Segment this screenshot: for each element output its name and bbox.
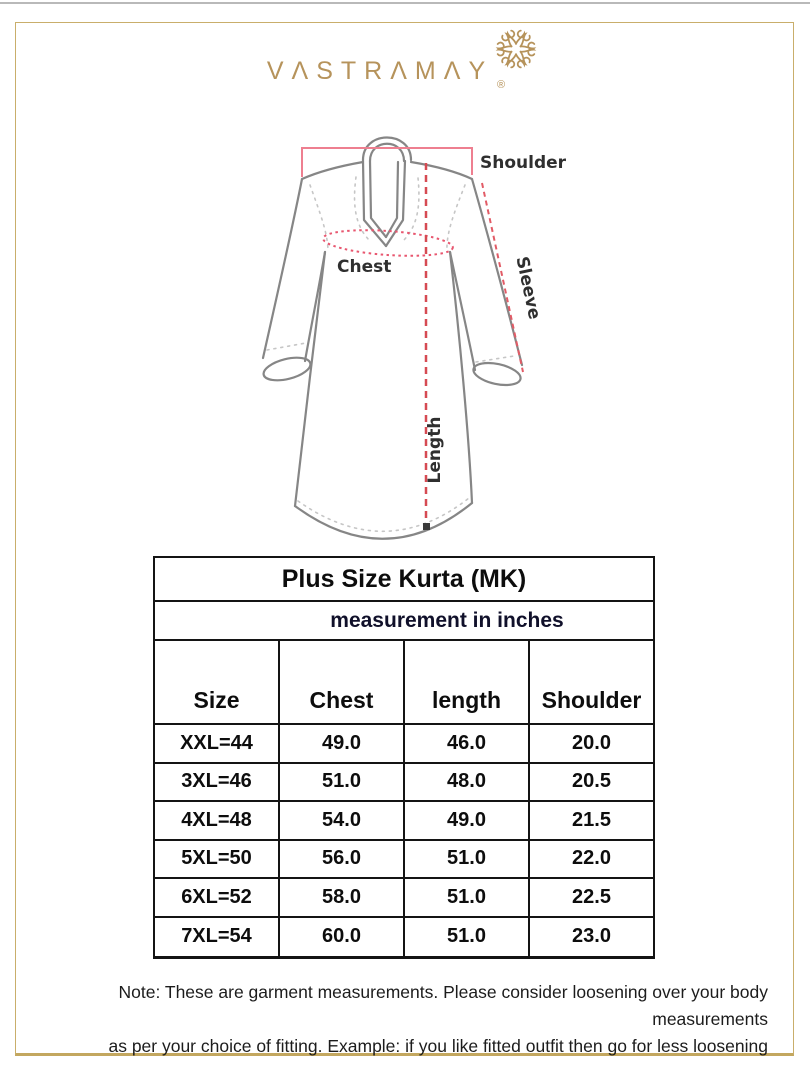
- kurta-measurement-diagram: [240, 115, 580, 565]
- size-value: 3XL=46: [155, 764, 280, 801]
- column-header-length: length: [405, 641, 530, 723]
- measurement-note: [40, 979, 768, 1060]
- shoulder-value: 20.5: [572, 770, 611, 793]
- length-value: 46.0: [405, 725, 530, 762]
- table-row: [155, 841, 653, 880]
- registered-trademark-symbol: ®: [497, 79, 506, 91]
- length-value: 49.0: [405, 802, 530, 839]
- chest-value: 58.0: [280, 879, 405, 916]
- note-line-1: Note: These are garment measurements. Please consider loosening over your body measurements: [118, 982, 768, 1029]
- shoulder-value: 20.0: [572, 731, 611, 754]
- size-chart-header-row: [155, 641, 653, 725]
- shoulder-value: 21.5: [572, 808, 611, 831]
- table-row: [155, 725, 653, 764]
- chest-value: 56.0: [280, 841, 405, 878]
- size-value: 5XL=50: [155, 841, 280, 878]
- length-label: Length: [425, 416, 445, 484]
- chest-value: 60.0: [280, 918, 405, 957]
- table-row: [155, 879, 653, 918]
- table-row: [155, 918, 653, 957]
- size-chart-table: [153, 556, 655, 959]
- size-value: 6XL=52: [155, 879, 280, 916]
- brand-wordmark: VΛSTRΛMΛY: [266, 57, 494, 85]
- top-divider-line: [0, 2, 810, 4]
- chest-value: 51.0: [280, 764, 405, 801]
- length-value: 51.0: [405, 918, 530, 957]
- size-value: 4XL=48: [155, 802, 280, 839]
- length-line-end-marker: [423, 523, 430, 530]
- length-value: 51.0: [405, 841, 530, 878]
- size-chart-title: Plus Size Kurta (MK): [155, 558, 653, 602]
- chest-value: 54.0: [280, 802, 405, 839]
- shoulder-value: 23.0: [572, 925, 611, 948]
- size-value: XXL=44: [155, 725, 280, 762]
- length-value: 51.0: [405, 879, 530, 916]
- chest-label: Chest: [337, 257, 392, 277]
- brand-ornament-icon: [492, 24, 540, 72]
- size-chart-subtitle: measurement in inches: [155, 602, 653, 641]
- column-header-size: Size: [155, 641, 280, 723]
- shoulder-value: 22.5: [572, 885, 611, 908]
- column-header-chest: Chest: [280, 641, 405, 723]
- chest-value: 49.0: [280, 725, 405, 762]
- length-value: 48.0: [405, 764, 530, 801]
- column-header-shoulder: Shoulder: [541, 687, 642, 713]
- sleeve-label: Sleeve: [511, 254, 545, 322]
- size-value: 7XL=54: [155, 918, 280, 957]
- note-line-2: as per your choice of fitting. Example: if you like fitted outfit then go for less loosening: [108, 1036, 768, 1056]
- shoulder-value: 22.0: [572, 847, 611, 870]
- shoulder-measure-line: [302, 148, 472, 177]
- table-row: [155, 764, 653, 803]
- table-row: [155, 802, 653, 841]
- shoulder-label: Shoulder: [480, 153, 567, 173]
